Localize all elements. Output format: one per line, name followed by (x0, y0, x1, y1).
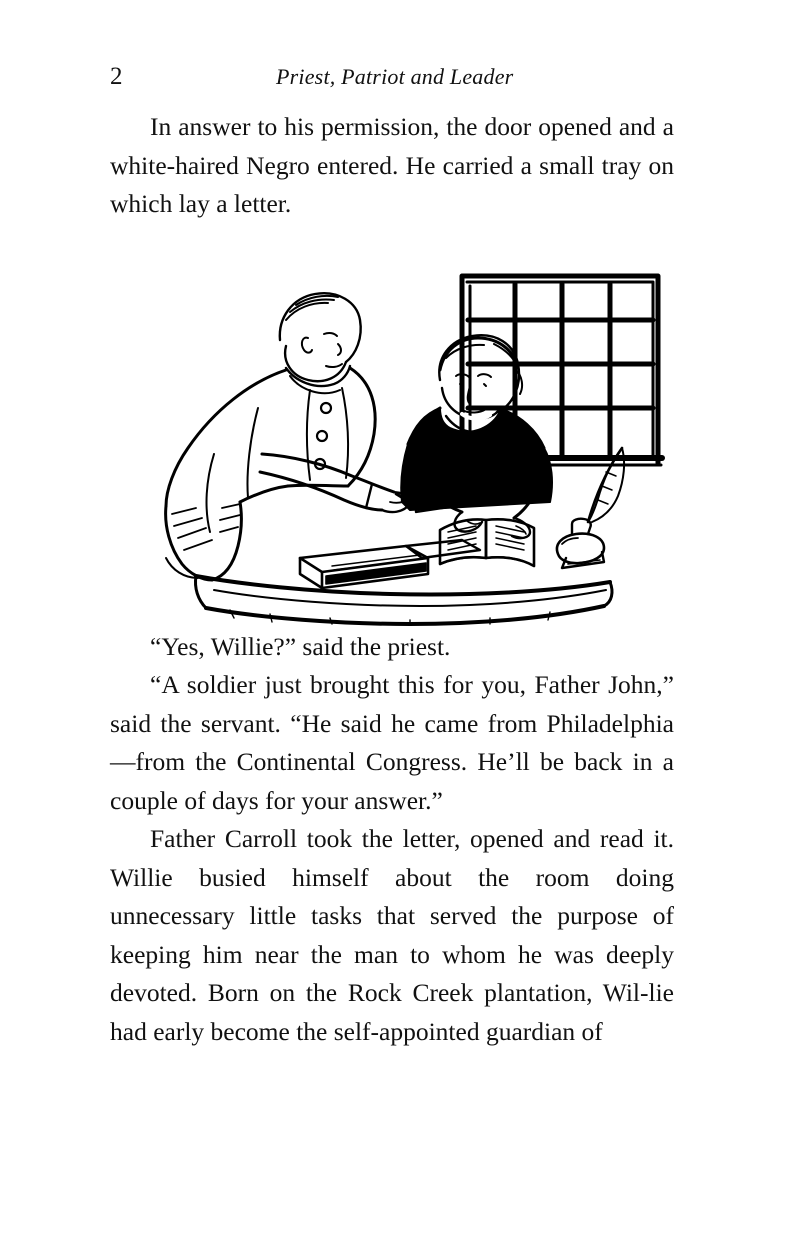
running-head (110, 62, 674, 108)
page-number: 2 (110, 63, 123, 90)
paragraph-1: In answer to his permission, the door opened and a white-haired Negro entered. He carried a small tray on which lay a letter. (110, 112, 674, 218)
illustration-drawing (110, 258, 674, 628)
paragraph-2: “Yes, Willie?” said the priest. (150, 631, 451, 661)
paragraph-3: “A soldier just brought this for you, Father John,” said the servant. “He said he came from Philadelphia—from the Continental Congress. He’ll be back in a couple of days for your answer.” (110, 670, 674, 815)
paragraph-4: Father Carroll took the letter, opened and read it. Willie busied himself about the room doing unnecessary little tasks that served the purpose of keeping him near the man to whom he was deeply devoted. Born on the Rock Creek plantation, Wil‐lie had early become the self-appointed guardian of (110, 824, 674, 1046)
running-head-title: Priest, Patriot and Leader (276, 64, 514, 89)
illustration-figure (110, 258, 674, 628)
page-content (110, 62, 674, 1051)
